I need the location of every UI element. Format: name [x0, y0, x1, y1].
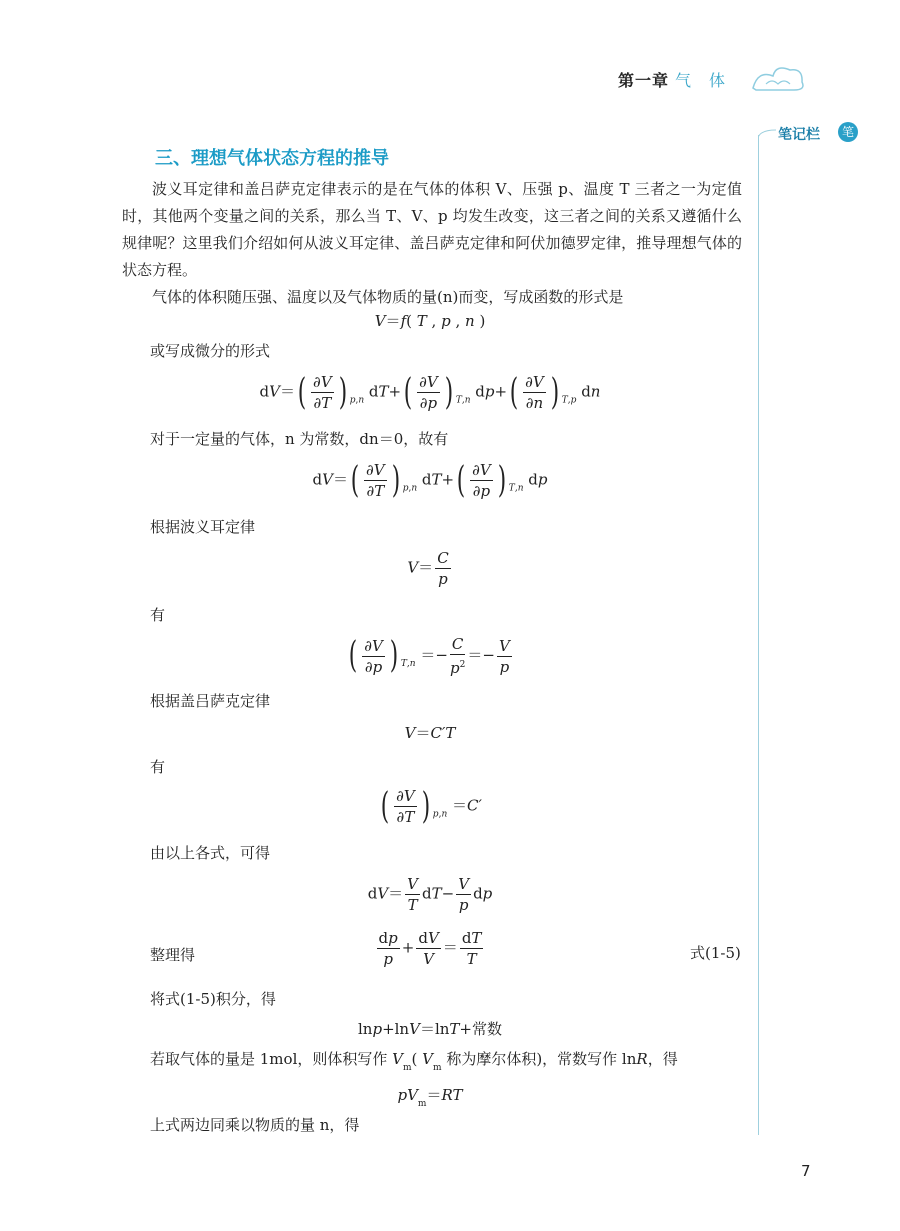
paragraph-intro: 波义耳定律和盖吕萨克定律表示的是在气体的体积 V、压强 p、温度 T 三者之一为定值时，其他两个变量之间的关系，那么当 T、V、p 均发生改变，这三者之间的关系又遵循什么规律呢？这里我们介绍如何从波义耳定律、盖吕萨克定律和阿伏加德罗定律，推导理想气体的状态方程。: [122, 180, 742, 279]
cloud-ornament-icon: [748, 60, 808, 96]
equation-charles-derivative: ( $\frac{\partial V}{\partial T}$ ) $_{p,n}$ ＝C′: [380, 785, 482, 827]
chapter-number: 第一章: [618, 71, 670, 90]
text-differential-form: 或写成微分的形式: [150, 342, 271, 360]
text-rearrange: 整理得: [150, 946, 196, 964]
text-have-2: 有: [150, 758, 166, 776]
equation-function: V＝f( T , p , n ): [374, 312, 486, 330]
equation-total-differential: dV＝( $\frac{\partial V}{\partial T}$ ) $_{p,n}$ dT+( $\frac{\partial V}{\partial p}$ ) $_{T,n}$ dp+( $\frac{\partial V}{\partial n}$ ) $_{T,p}$ dn: [259, 371, 601, 413]
equation-1-5: $\frac{dp}{p}$ + $\frac{dV}{V}$ ＝ $\frac{dT}{T}$: [378, 929, 482, 968]
equation-charles: V＝C′T: [404, 724, 456, 742]
equation-differential-constant-n: dV＝( $\frac{\partial V}{\partial T}$ ) $_{p,n}$ dT+( $\frac{\partial V}{\partial p}$ ) $_{T,n}$ dp: [312, 459, 548, 501]
paragraph-function: 气体的体积随压强、温度以及气体物质的量(n)而变，写成函数的形式是: [152, 288, 624, 306]
equation-combined-differential: dV＝ $\frac{V}{T}$ dT− $\frac{V}{p}$ dp: [367, 875, 493, 914]
equation-log: lnp+lnV＝lnT+常数: [357, 1020, 502, 1038]
notes-tab-curve: [758, 128, 778, 140]
equation-molar-gas-law: $pV_m=RT$: [397, 1086, 463, 1109]
section-title: 三、理想气体状态方程的推导: [155, 148, 389, 169]
text-boyle-law: 根据波义耳定律: [150, 518, 256, 536]
text-one-mole: 若取气体的量是 1mol，则体积写作 $V_m$( $V_m$ 称为摩尔体积)，常数写作 lnR，得: [150, 1050, 678, 1073]
text-combine: 由以上各式，可得: [150, 844, 271, 862]
notes-pen-icon: 笔: [838, 122, 858, 142]
notes-column-label: 笔记栏: [778, 127, 820, 143]
equation-boyle-derivative: ( $\frac{\partial V}{\partial p}$ ) $_{T,n}$ ＝− $\frac{C}{p^2}$ ＝− $\frac{V}{p}$: [348, 635, 510, 677]
text-have-1: 有: [150, 606, 166, 624]
text-constant-n: 对于一定量的气体，n 为常数，dn＝0，故有: [150, 430, 449, 448]
text-multiply-n: 上式两边同乘以物质的量 n，得: [150, 1116, 360, 1134]
running-header: [618, 68, 726, 91]
equation-number: 式(1-5): [690, 944, 741, 962]
chapter-title: 气 体: [675, 71, 727, 90]
page-number: 7: [801, 1162, 811, 1180]
equation-boyle: V＝ $\frac{C}{p}$: [407, 549, 449, 588]
text-integrate: 将式(1-5)积分，得: [150, 990, 276, 1008]
text-charles-law: 根据盖吕萨克定律: [150, 692, 271, 710]
